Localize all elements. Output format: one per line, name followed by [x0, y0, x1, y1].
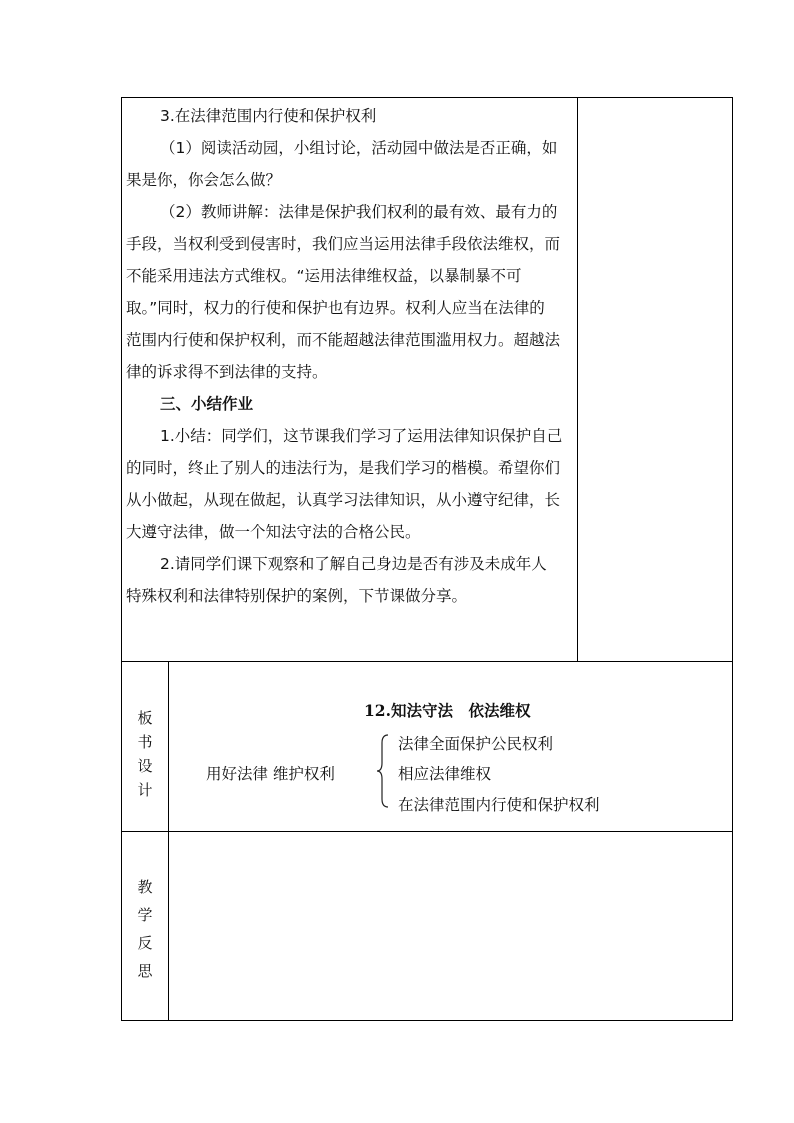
item2-line-4: 取。”同时，权力的行使和保护也有边界。权利人应当在法律的 — [126, 299, 545, 317]
summary2-line-1: 2.请同学们课下观察和了解自己身边是否有涉及未成年人 — [160, 555, 547, 573]
summary1-line-4: 大遵守法律，做一个知法守法的合格公民。 — [126, 523, 421, 541]
summary1-paragraph — [126, 420, 572, 548]
table-border-row2 — [121, 831, 733, 832]
summary1-line-2: 的同时，终止了别人的违法行为，是我们学习的楷模。希望你们 — [126, 459, 561, 477]
item1-line-2: 果是你，你会怎么做？ — [126, 171, 282, 189]
table-border-top — [121, 97, 733, 98]
table-border-row1 — [121, 661, 733, 662]
table-divider-notes — [577, 97, 578, 662]
summary1-line-3: 从小做起，从现在做起，认真学习法律知识，从小遵守纪律，长 — [126, 491, 561, 509]
board-branch-3: 在法律范围内行使和保护权利 — [398, 796, 600, 814]
board-title: 12.知法守法 依法维权 — [364, 701, 531, 720]
item2-line-5: 范围内行使和保护权利，而不能超越法律范围滥用权力。超越法 — [126, 331, 561, 349]
board-branch-1: 法律全面保护公民权利 — [398, 735, 554, 753]
reflection-label: 教 学 反 思 — [137, 878, 153, 980]
table-border-right — [732, 97, 733, 1021]
item1-line-1: （1）阅读活动园，小组讨论，活动园中做法是否正确，如 — [160, 139, 558, 157]
section3-title: 3.在法律范围内行使和保护权利 — [160, 107, 377, 125]
table-divider-label — [168, 661, 169, 1021]
board-design-label: 板 书 设 计 — [137, 709, 153, 799]
item2-line-3: 不能采用违法方式维权。“运用法律维权益，以暴制暴不可 — [126, 267, 522, 285]
item2-line-2: 手段，当权利受到侵害时，我们应当运用法律手段依法维权，而 — [126, 235, 561, 253]
board-left-text: 用好法律 维护权利 — [206, 765, 335, 783]
summary2-paragraph — [126, 548, 572, 612]
item2-paragraph — [126, 196, 572, 388]
curly-brace-icon — [376, 733, 392, 809]
summary-heading: 三、小结作业 — [160, 395, 254, 413]
summary1-line-1: 1.小结：同学们，这节课我们学习了运用法律知识保护自己 — [160, 427, 563, 445]
item2-line-6: 律的诉求得不到法律的支持。 — [126, 363, 328, 381]
table-border-bottom — [121, 1020, 733, 1021]
summary2-line-2: 特殊权利和法律特别保护的案例，下节课做分享。 — [126, 587, 468, 605]
item1-paragraph — [126, 132, 572, 196]
table-border-left — [121, 97, 122, 1021]
item2-line-1: （2）教师讲解：法律是保护我们权利的最有效、最有力的 — [160, 203, 558, 221]
board-branch-2: 相应法律维权 — [398, 765, 492, 783]
